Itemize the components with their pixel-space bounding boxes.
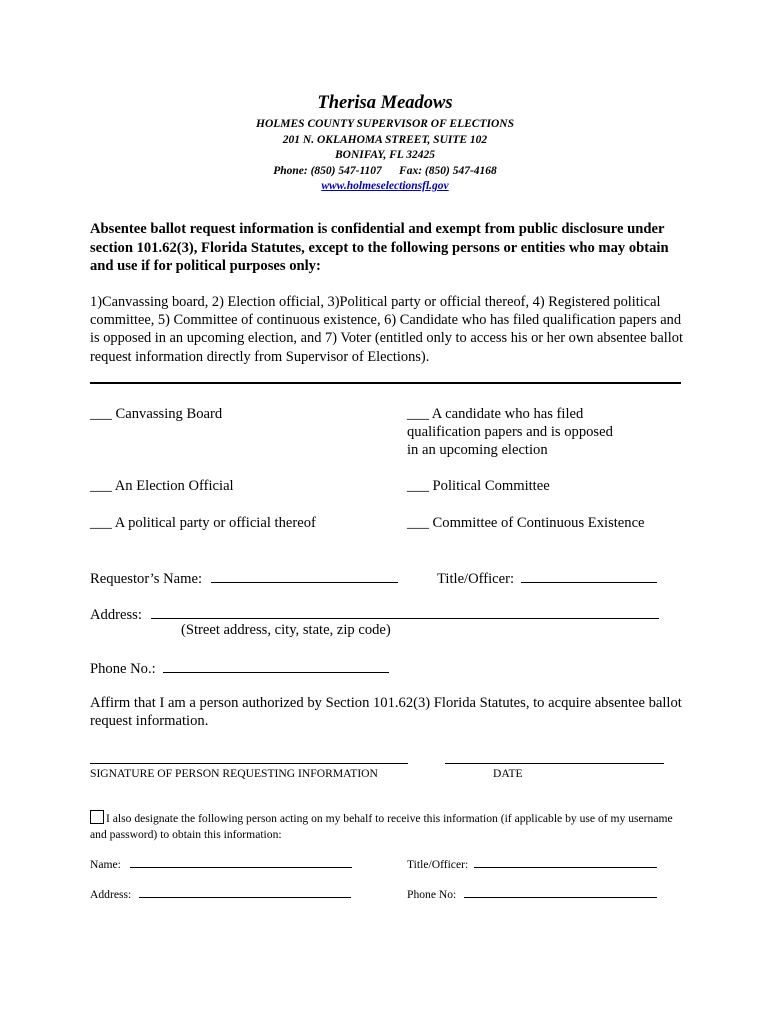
address-input[interactable]: [151, 604, 659, 619]
designee-name-label: Name:: [90, 858, 121, 871]
requestor-title-row: [437, 568, 657, 588]
confidentiality-notice: Absentee ballot request information is confidential and exempt from public disclosure under section 101.62(3), Florida Statutes, except to the following persons or entities who may obtain and use if for political purposes only:: [90, 221, 669, 275]
date-input[interactable]: [445, 763, 664, 764]
designee-title-row: [407, 856, 657, 871]
phone-input[interactable]: [163, 658, 389, 673]
option-label: Political Committee: [432, 478, 550, 494]
designee-name-row: [90, 856, 352, 871]
date-label: DATE: [493, 767, 523, 780]
option-label-line2: qualification papers and is opposed: [407, 424, 613, 440]
website-link[interactable]: www.holmeselectionsfl.gov: [321, 180, 449, 192]
blank-line: ___: [90, 515, 112, 531]
option-label: Committee of Continuous Existence: [432, 515, 645, 531]
requestor-name-row: [90, 568, 398, 588]
designee-address-row: [90, 886, 351, 901]
blank-line: ___: [90, 478, 112, 494]
signature-input[interactable]: [90, 763, 408, 764]
phone-label: Phone No.:: [90, 661, 156, 677]
requestor-name-input[interactable]: [211, 568, 398, 583]
office-title: HOLMES COUNTY SUPERVISOR OF ELECTIONS: [256, 118, 514, 130]
option-label: An Election Official: [114, 478, 234, 494]
authorized-persons-list: 1)Canvassing board, 2) Election official, 3)Political party or official thereof, 4) Registered political committee, 5) Committee of continuous existence, 6) Candidate who has filed qualification papers and is opposed in an upcoming election, and 7) Voter (entitled only to access his or her own absentee ballot request information directly from Supervisor of Elections).: [90, 294, 683, 365]
requestor-name-label: Requestor’s Name:: [90, 571, 202, 587]
office-address-block: [90, 117, 680, 195]
designee-phone-input[interactable]: [464, 886, 657, 898]
designee-phone-label: Phone No:: [407, 888, 457, 901]
designation-text: I also designate the following person acting on my behalf to receive this information (if applicable by use of my username and password) to obtain this information:: [90, 812, 673, 841]
designee-title-input[interactable]: [474, 856, 657, 868]
address-label: Address:: [90, 607, 142, 623]
requestor-title-input[interactable]: [521, 568, 657, 583]
section-divider: [90, 382, 681, 384]
option-label: Canvassing Board: [115, 406, 223, 422]
option-label-line3: in an upcoming election: [407, 442, 548, 458]
option-label: A candidate who has filed: [431, 406, 584, 422]
office-street: 201 N. OKLAHOMA STREET, SUITE 102: [282, 133, 488, 146]
designee-title-label: Title/Officer:: [407, 858, 469, 871]
designee-address-label: Address:: [90, 888, 132, 901]
option-canvassing-board[interactable]: [90, 405, 222, 423]
phone-row: [90, 658, 389, 678]
office-phone-fax: Phone: (850) 547-1107 Fax: (850) 547-4168: [273, 164, 497, 177]
designate-checkbox[interactable]: [90, 810, 104, 824]
blank-line: ___: [407, 515, 429, 531]
option-candidate[interactable]: [407, 405, 613, 459]
option-political-party[interactable]: [90, 514, 316, 532]
affirmation-text: Affirm that I am a person authorized by Section 101.62(3) Florida Statutes, to acquire absentee ballot request information.: [90, 695, 682, 730]
option-label: A political party or official thereof: [114, 515, 316, 531]
option-political-committee[interactable]: [407, 477, 550, 495]
designation-block: [90, 810, 690, 842]
blank-line: ___: [90, 406, 112, 422]
office-city: BONIFAY, FL 32425: [334, 149, 436, 161]
address-row: [90, 604, 659, 624]
requestor-title-label: Title/Officer:: [437, 571, 515, 587]
designee-phone-row: [407, 886, 657, 901]
option-election-official[interactable]: [90, 477, 234, 495]
address-hint: (Street address, city, state, zip code): [181, 622, 391, 638]
option-continuous-committee[interactable]: [407, 514, 645, 532]
blank-line: ___: [407, 406, 429, 422]
designee-address-input[interactable]: [139, 886, 351, 898]
supervisor-name: Therisa Meadows: [317, 93, 453, 113]
signature-label: SIGNATURE OF PERSON REQUESTING INFORMATION: [90, 767, 378, 780]
designee-name-input[interactable]: [130, 856, 352, 868]
blank-line: ___: [407, 478, 429, 494]
